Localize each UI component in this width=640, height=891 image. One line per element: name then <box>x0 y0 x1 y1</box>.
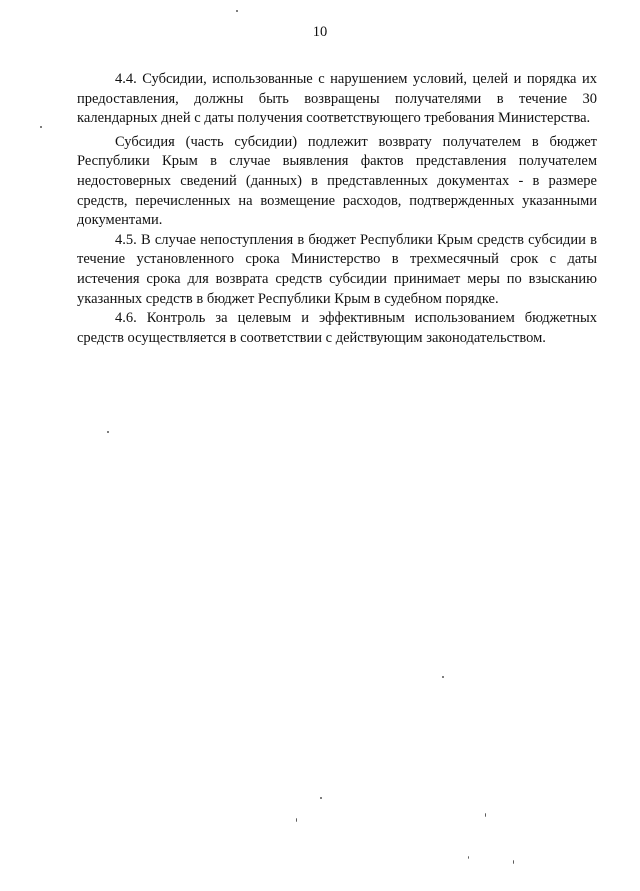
scan-speck <box>320 797 322 799</box>
scan-speck <box>236 10 238 12</box>
paragraph-4-4: 4.4. Субсидии, использованные с нарушением условий, целей и порядка их предоставления, должны быть возвращены получателями в течение 30 календарных дней с даты получения соответствующего требования Министерства. <box>77 71 597 127</box>
paragraph-4-6: 4.6. Контроль за целевым и эффективным использованием бюджетных средств осуществляется в соответствии с действующим законодательством. <box>77 310 597 346</box>
paragraph-subsidy-return: Субсидия (часть субсидии) подлежит возврату получателем в бюджет Республики Крым в случае выявления фактов представления получателем недостоверных сведений (данных) в представленных документах - в размере средств, перечисленных на возмещение расходов, подтвержденных указанными документами. <box>77 133 597 229</box>
scan-speck <box>485 813 486 817</box>
paragraph-4-5: 4.5. В случае непоступления в бюджет Республики Крым средств субсидии в течение установленного срока Министерство в трехмесячный срок с даты истечения срока для возврата средств субсидии принимает меры по взысканию указанных средств в бюджет Республики Крым в судебном порядке. <box>77 231 597 307</box>
scan-speck <box>107 431 109 433</box>
page-number: 10 <box>312 24 328 40</box>
document-body <box>77 70 597 348</box>
scan-speck <box>468 856 469 859</box>
scan-speck <box>513 860 514 864</box>
scan-speck <box>296 818 297 822</box>
scan-speck <box>40 126 42 128</box>
scan-speck <box>442 676 444 678</box>
